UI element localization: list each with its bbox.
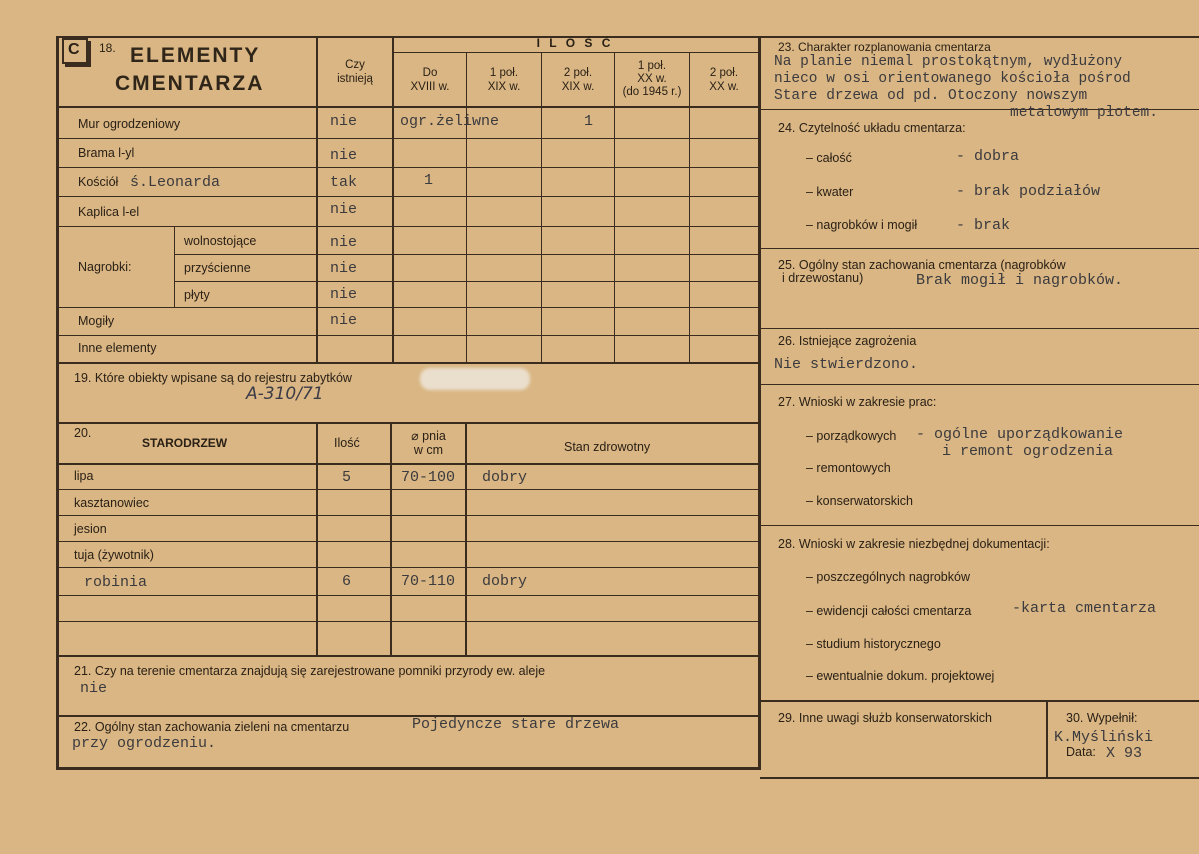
period-2-line1: 1 poł.	[489, 67, 519, 79]
ilosc-header: I L O Ś Ć	[536, 36, 614, 50]
q19-value: A-310/71	[246, 384, 324, 404]
tree-row-3-name: jesion	[74, 522, 107, 536]
row-value-mur: nie	[330, 113, 358, 130]
period-header-2	[467, 66, 541, 94]
period-5-line1: 2 poł.	[709, 67, 739, 79]
period-header-1	[394, 66, 466, 94]
q28-label: 28. Wnioski w zakresie niezbędnej dokumentacji:	[778, 537, 1050, 551]
q29-label: 29. Inne uwagi służb konserwatorskich	[778, 711, 993, 725]
q20-number: 20.	[74, 426, 92, 440]
czy-istnieja-line2: istnieją	[337, 73, 373, 85]
q21-label: 21. Czy na terenie cmentarza znajdują się zarejestrowane pomniki przyrody ew. aleje	[74, 664, 546, 678]
section-letter-box	[62, 38, 88, 64]
tree-row-2-name: kasztanowiec	[74, 496, 150, 510]
row-label-mur: Mur ogrodzeniowy	[78, 117, 181, 131]
row-value-kosciol: tak	[330, 174, 358, 191]
period-4-line1: 1 poł.	[637, 60, 667, 72]
row-note2-mur: 1	[584, 113, 594, 130]
q23-line1: Na planie niemal prostokątnym, wydłużony	[774, 54, 1123, 70]
q24-item-2-value: - brak podziałów	[956, 183, 1101, 200]
row-label-kaplica: Kaplica l-el	[78, 205, 140, 219]
czy-istnieja-line1: Czy	[345, 59, 365, 71]
row-label-kosciol: Kościół	[78, 175, 119, 189]
q22-label: 22. Ogólny stan zachowania zieleni na cmentarzu	[74, 720, 350, 734]
period-1-line1: Do	[422, 67, 438, 79]
section-letter: C	[68, 41, 80, 58]
q20-header-starodrzew: STARODRZEW	[142, 436, 228, 450]
q23-line4: metalowym płotem.	[1010, 105, 1158, 121]
period-header-3	[542, 66, 614, 94]
tree-row-5-count: 6	[342, 573, 352, 590]
q23-line2: nieco w osi orientowanego kościoła pośrod	[774, 71, 1131, 87]
q22-value-line2: przy ogrodzeniu.	[72, 735, 217, 752]
period-3-line2: XIX w.	[561, 81, 595, 93]
q25-label-line1: 25. Ogólny stan zachowania cmentarza (nagrobków	[778, 258, 1066, 272]
q24-item-3-label: – nagrobków i mogił	[806, 218, 918, 232]
period-header-4	[615, 60, 689, 99]
mogily-value: nie	[330, 312, 358, 329]
nagrobki-item-1-label: wolnostojące	[184, 234, 257, 248]
q28-item-2-value: -karta cmentarza	[1012, 600, 1157, 617]
q26-label: 26. Istniejące zagrożenia	[778, 334, 917, 348]
row-extra-kosciol: ś.Leonarda	[130, 174, 221, 191]
tree-row-5-name: robinia	[84, 574, 148, 591]
tree-row-5-diam: 70-110	[401, 573, 456, 590]
period-5-line2: XX w.	[709, 81, 739, 93]
q23-label: 23. Charakter rozplanowania cmentarza	[778, 40, 991, 54]
q27-item-1-value: - ogólne uporządkowanie	[916, 426, 1124, 443]
q20-header-ilosc: Ilość	[334, 436, 360, 450]
q27-item-2-value: i remont ogrodzenia	[942, 443, 1114, 460]
q26-value: Nie stwierdzono.	[774, 356, 919, 373]
row-count-kosciol: 1	[424, 172, 434, 189]
inne-elementy-label: Inne elementy	[78, 341, 157, 355]
q30-label: 30. Wypełnił:	[1066, 711, 1138, 725]
q24-item-2-label: – kwater	[806, 185, 854, 199]
row-value-kaplica: nie	[330, 201, 358, 218]
q30-date-value: X 93	[1106, 745, 1143, 762]
q24-item-1-value: - dobra	[956, 148, 1020, 165]
q28-item-4-label: – ewentualnie dokum. projektowej	[806, 669, 995, 683]
q27-item-3-label: – konserwatorskich	[806, 494, 913, 508]
tree-row-4-name: tuja (żywotnik)	[74, 548, 154, 562]
q25-value: Brak mogił i nagrobków.	[916, 272, 1124, 289]
q28-item-2-label: – ewidencji całości cmentarza	[806, 604, 972, 618]
q21-value: nie	[80, 680, 108, 697]
czy-istnieja-header	[318, 58, 392, 86]
q20-header-pnia-line2: w cm	[413, 443, 444, 457]
nagrobki-item-1-value: nie	[330, 234, 358, 251]
tree-row-1-diam: 70-100	[401, 469, 456, 486]
nagrobki-item-2-value: nie	[330, 260, 358, 277]
q23-line3: Stare drzewa od pd. Otoczony nowszym	[774, 88, 1088, 104]
q27-label: 27. Wnioski w zakresie prac:	[778, 395, 937, 409]
row-label-brama: Brama l-yl	[78, 146, 135, 160]
tree-row-1-count: 5	[342, 469, 352, 486]
period-2-line2: XIX w.	[487, 81, 521, 93]
tree-row-1-name: lipa	[74, 469, 94, 483]
q27-item-1-label: – porządkowych	[806, 429, 897, 443]
tree-row-1-state: dobry	[482, 469, 528, 486]
period-3-line1: 2 poł.	[563, 67, 593, 79]
q28-item-1-label: – poszczególnych nagrobków	[806, 570, 970, 584]
period-header-5	[690, 66, 758, 94]
q24-item-1-label: – całość	[806, 151, 852, 165]
mogily-label: Mogiły	[78, 314, 115, 328]
q22-value-line1: Pojedyncze stare drzewa	[412, 716, 620, 733]
nagrobki-item-3-value: nie	[330, 286, 358, 303]
q27-item-2-label: – remontowych	[806, 461, 891, 475]
period-4-line3: (do 1945 r.)	[622, 86, 682, 98]
nagrobki-label: Nagrobki:	[78, 260, 132, 274]
period-4-line2: XX w.	[637, 73, 667, 85]
nagrobki-item-3-label: płyty	[184, 288, 210, 302]
title-line2: CMENTARZA	[115, 72, 265, 95]
q19-label: 19. Które obiekty wpisane są do rejestru zabytków	[74, 371, 352, 385]
period-1-line2: XVIII w.	[410, 81, 450, 93]
nagrobki-item-2-label: przyścienne	[184, 261, 251, 275]
q25-label-line2: i drzewostanu)	[782, 271, 864, 285]
q28-item-3-label: – studium historycznego	[806, 637, 941, 651]
q20-header-pnia-line1: ⌀ pnia	[411, 429, 446, 443]
row-note-mur: ogr.żeliwne	[400, 113, 500, 130]
section-number: 18.	[99, 41, 116, 55]
q20-header-pnia	[392, 429, 465, 457]
row-value-brama: nie	[330, 147, 358, 164]
q24-label: 24. Czytelność układu cmentarza:	[778, 121, 966, 135]
redaction-smudge	[420, 368, 530, 390]
tree-row-5-state: dobry	[482, 573, 528, 590]
title-line1: ELEMENTY	[130, 44, 261, 67]
q24-item-3-value: - brak	[956, 217, 1011, 234]
q30-value: K.Myśliński	[1054, 729, 1154, 746]
q30-date-label: Data:	[1066, 745, 1096, 759]
q20-header-stan: Stan zdrowotny	[564, 440, 651, 454]
